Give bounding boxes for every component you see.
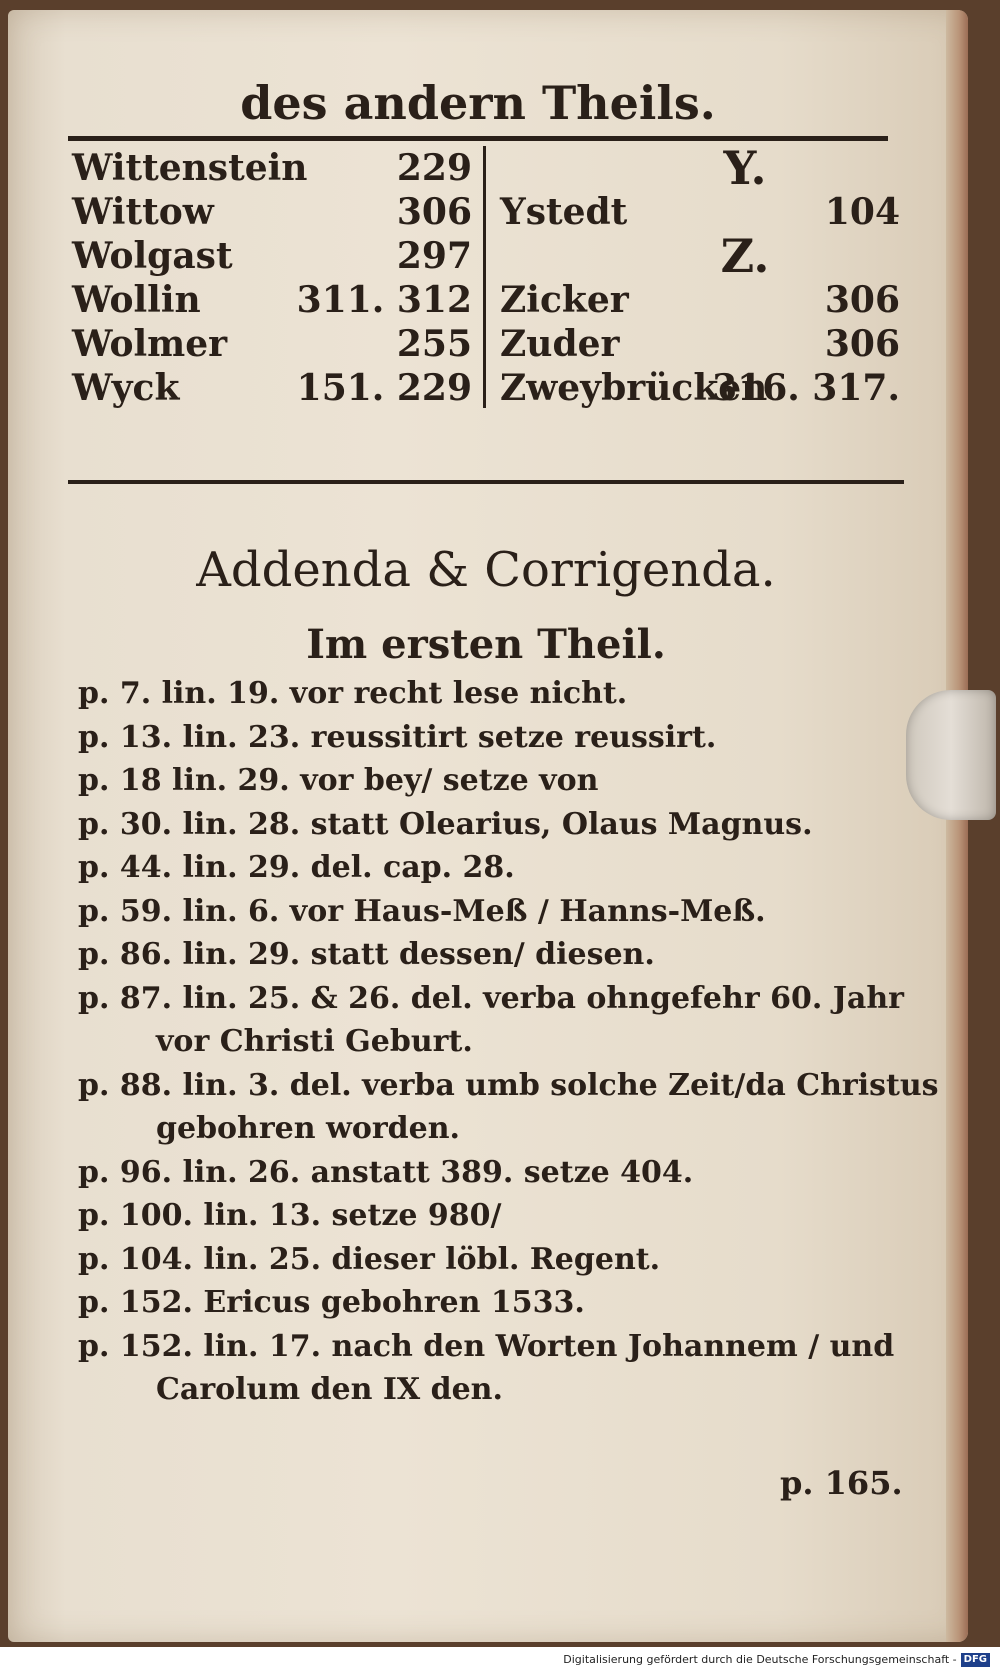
corrigenda-entry: p. 100. lin. 13. setze 980/: [78, 1198, 502, 1233]
page-edge: [946, 10, 968, 1642]
index-entry-name: Zicker: [500, 279, 629, 321]
index-entry-name: Wollin: [72, 279, 201, 321]
section-title: Addenda & Corrigenda.: [196, 542, 776, 598]
index-entry-name: Wyck: [72, 367, 180, 409]
index-entry-name: Wittow: [72, 191, 214, 233]
corrigenda-entry: p. 87. lin. 25. & 26. del. verba ohngefehr 60. Jahr: [78, 980, 904, 1016]
index-entry-name: Zuder: [500, 323, 620, 365]
index-entry: [72, 322, 472, 366]
corrigenda-entry: p. 104. lin. 25. dieser löbl. Regent.: [78, 1241, 661, 1277]
column-divider: [483, 146, 486, 408]
corrigenda-entry: p. 30. lin. 28. statt Olearius, Olaus Magnus.: [78, 806, 813, 842]
index-entry-pages: 306: [824, 323, 900, 365]
corrigenda-entry: p. 44. lin. 29. del. cap. 28.: [78, 850, 515, 885]
index-entry-name: Ystedt: [500, 191, 628, 233]
corrigenda-list: [78, 672, 939, 1412]
index-entry-pages: 306: [824, 279, 900, 321]
catchword: p. 165.: [780, 1464, 903, 1502]
index-entry-pages: 306: [396, 191, 472, 233]
index-entry-pages: 255: [396, 323, 472, 365]
index-entry: [500, 366, 900, 410]
running-header: des andern Theils.: [240, 76, 716, 130]
corrigenda-continuation: gebohren worden.: [156, 1111, 460, 1146]
index-entry: [500, 190, 900, 234]
index-entry: [72, 366, 472, 410]
corrigenda-entry: p. 13. lin. 23. reussitirt setze reussirt.: [78, 719, 717, 755]
corrigenda-entry: p. 7. lin. 19. vor recht lese nicht.: [78, 676, 628, 711]
index-letter-y: Y.: [723, 141, 767, 195]
index-entry: [72, 234, 472, 278]
index-entry-name: Wolgast: [72, 235, 233, 277]
page-clip: [906, 690, 996, 820]
index-letter-z: Z.: [720, 229, 770, 283]
index-entry: [72, 190, 472, 234]
credit-text: Digitalisierung gefördert durch die Deutsche Forschungsgemeinschaft -: [563, 1653, 957, 1666]
corrigenda-entry: p. 59. lin. 6. vor Haus-Meß / Hanns-Meß.: [78, 893, 766, 929]
index-entry-name: Zweybrücken: [500, 367, 768, 409]
index-entry-pages: 297: [396, 235, 472, 277]
corrigenda-entry: p. 86. lin. 29. statt dessen/ diesen.: [78, 937, 655, 972]
section-rule: [68, 480, 904, 484]
index-entry: [72, 278, 472, 322]
index-column-right: [500, 141, 900, 410]
index-entry-pages: 151. 229: [296, 367, 472, 409]
index-entry-pages: 104: [824, 191, 900, 233]
index-entry: [500, 322, 900, 366]
section-subtitle: Im ersten Theil.: [306, 621, 666, 668]
dfg-logo: DFG: [961, 1653, 990, 1667]
index-entry-name: Wolmer: [72, 323, 228, 365]
corrigenda-entry: p. 152. lin. 17. nach den Worten Johannem / und: [78, 1328, 895, 1364]
index-entry: [500, 278, 900, 322]
corrigenda-entry: p. 88. lin. 3. del. verba umb solche Zeit/da Christus: [78, 1067, 939, 1103]
index-entry-pages: 229: [396, 147, 472, 189]
corrigenda-continuation: vor Christi Geburt.: [156, 1024, 473, 1059]
corrigenda-entry: p. 96. lin. 26. anstatt 389. setze 404.: [78, 1154, 694, 1190]
corrigenda-entry: p. 152. Ericus gebohren 1533.: [78, 1285, 585, 1320]
index-entry-pages: 311. 312: [296, 279, 472, 321]
corrigenda-continuation: Carolum den IX den.: [156, 1372, 503, 1407]
index-column-left: [72, 146, 472, 410]
index-entry-name: Wittenstein: [72, 147, 308, 189]
corrigenda-entry: p. 18 lin. 29. vor bey/ setze von: [78, 763, 599, 798]
index-entry-pages: 316. 317.: [712, 367, 900, 409]
digitization-credit: [0, 1647, 1000, 1672]
index-entry: [72, 146, 472, 190]
